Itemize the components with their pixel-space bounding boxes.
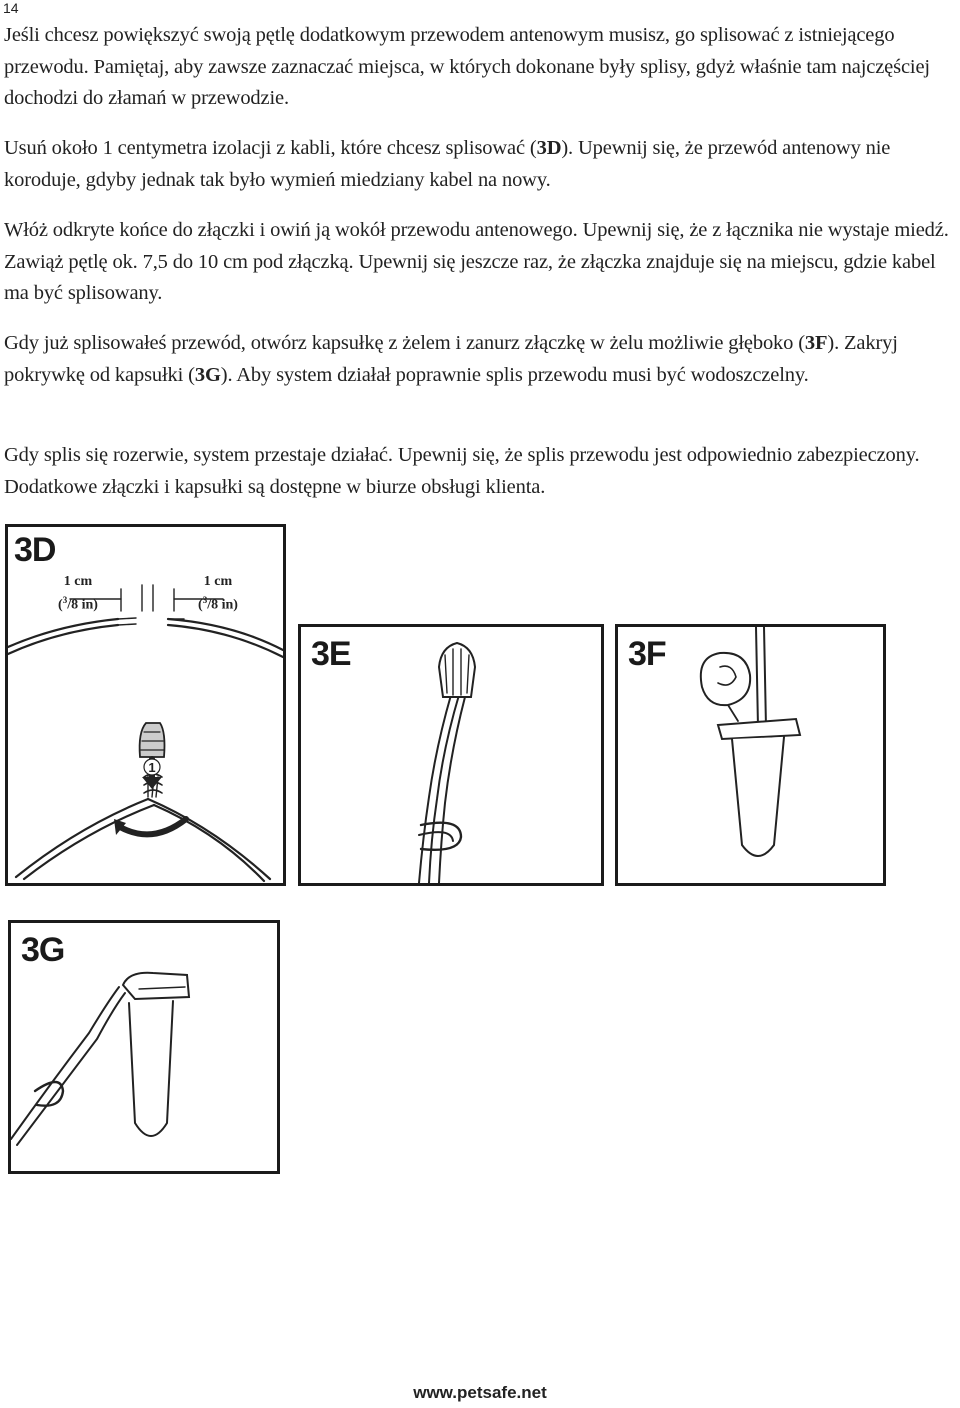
figure-3e — [298, 624, 604, 886]
figure-reference: 3F — [804, 332, 828, 354]
wire-lower-right-edge — [154, 805, 264, 881]
paragraph-text: łącznika nie — [726, 219, 823, 241]
figure-reference: 3D — [536, 137, 562, 159]
dimension-value: 1 cm — [203, 574, 233, 589]
wire-a — [11, 987, 119, 1139]
paragraph-insert-ends — [4, 215, 956, 310]
figure-label-3g: 3G — [21, 931, 65, 969]
paragraph-splice-warning: Gdy splis się rozerwie, system przestaje działać. Upewnij się, że splis przewodu jest odpowiednio zabezpieczony. Dodatkowe złączki i kapsułki są dostępne w biurze obsługi klienta. — [4, 444, 920, 498]
step-number: 1 — [148, 760, 156, 775]
paragraph-text: Usuń około 1 centymetra izolacji z kabli, które chcesz splisować ( — [4, 137, 537, 159]
wire-nut — [140, 723, 165, 757]
capsule-lid — [123, 973, 189, 999]
wire-into-capsule-b — [764, 627, 766, 727]
paragraph-text: ). Aby system działał poprawnie splis przewodu musi być wodoszczelny. — [220, 363, 809, 386]
wire-lower-left-edge — [24, 805, 154, 879]
paragraph-text: ). Zakryj pokrywkę od kapsułki ( — [4, 332, 898, 386]
figure-label-3f: 3F — [628, 635, 666, 673]
paragraph-loop-extension: Jeśli chcesz powiększyć swoją pętlę dodatkowym przewodem antenowym musisz, go splisować z istniejącego przewodu. Pamiętaj, aby zawsze zaznaczać miejsca, w których dokonane były splisy, gdyż właśnie tam najczęściej dochodzi do złamań w przewodzie. — [4, 24, 930, 109]
wire-nut — [439, 643, 475, 697]
dimension-label-left: 1 cm ($^3$/8 in) — [58, 574, 98, 613]
page-number: 14 — [3, 0, 19, 16]
figure-reference: 3G — [194, 363, 221, 386]
rotation-arrow — [120, 819, 186, 834]
paragraph-text: ). Upewnij się, że przewód antenowy nie koroduje, gdyby jednak tak było wymień miedziany kabel na nowy. — [4, 137, 891, 191]
capsule-body — [129, 1001, 173, 1136]
dimension-sup: 3 — [62, 595, 68, 605]
paragraph-gel-capsule — [4, 328, 956, 391]
figure-label-3e: 3E — [311, 635, 351, 673]
wire-into-capsule-a — [756, 627, 758, 727]
figure-3g — [8, 920, 280, 1174]
paragraph-text: Włóż odkryte końce do złączki i owiń ją wokół przewodu antenowego. Upewnij się, że z — [4, 219, 727, 241]
dimension-fraction: /8 in — [67, 597, 94, 613]
wire-left-upper — [8, 619, 118, 647]
figure-label-3d: 3D — [14, 531, 56, 569]
lid-hinge — [728, 705, 738, 721]
paragraph-text: Gdy już splisowałeś przewód, otwórz kapsułkę z żelem i zanurz złączkę w żelu możliwie głęboko ( — [4, 332, 805, 354]
wire-lower-left — [16, 799, 148, 877]
wire-left-exposed-edge — [118, 624, 136, 625]
wire-left-exposed — [118, 618, 136, 619]
figure-3f — [615, 624, 886, 886]
capsule-lid — [701, 653, 750, 705]
paragraph-text: wystaje miedź. Zawiąż pętlę ok. 7,5 do 10 cm pod złączką. Upewnij się jeszcze raz, że złączka znajduje się na miejscu, gdzie kabel ma być splisowany. — [4, 219, 949, 304]
capsule-body — [732, 737, 784, 856]
footer-url: www.petsafe.net — [413, 1383, 547, 1402]
paragraph-strip-insulation — [4, 133, 956, 196]
dimension-sup: 3 — [202, 595, 208, 605]
dimension-value: 1 cm — [63, 574, 93, 589]
figure-3d — [5, 524, 286, 886]
dimension-label-right: 1 cm ($^3$/8 in) — [198, 574, 238, 613]
dimension-fraction: /8 in — [207, 597, 234, 613]
wire-b — [17, 993, 125, 1145]
capsule-rim — [718, 719, 800, 739]
